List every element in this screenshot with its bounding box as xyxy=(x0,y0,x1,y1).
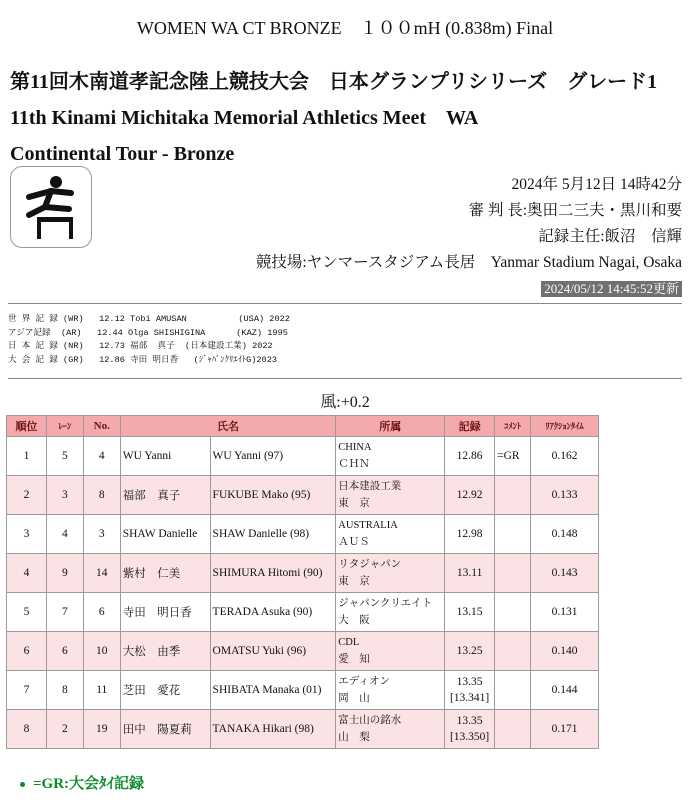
name-local-cell: WU Yanni xyxy=(120,437,210,476)
hurdles-pictogram-icon xyxy=(10,166,92,248)
reaction-time-cell: 0.133 xyxy=(531,476,599,515)
affiliation-name: エディオン xyxy=(338,676,390,687)
affiliation-name: AUSTRALIA xyxy=(338,520,398,531)
rank-cell: 6 xyxy=(7,632,47,671)
name-local-cell: 田中 陽夏莉 xyxy=(120,710,210,749)
comment-cell xyxy=(495,671,531,710)
name-en-cell: FUKUBE Mako (95) xyxy=(210,476,336,515)
rank-cell: 2 xyxy=(7,476,47,515)
reaction-time-cell: 0.144 xyxy=(531,671,599,710)
comment-cell xyxy=(495,476,531,515)
record-line-gr: 大 会 記 録 (GR) 12.86 寺田 明日香 (ｼﾞｬﾊﾟﾝｸﾘｴｲﾄG)2023 xyxy=(8,354,278,365)
affiliation-name: 富士山の銘水 xyxy=(338,715,402,726)
reaction-time-cell: 0.140 xyxy=(531,632,599,671)
lane-cell: 9 xyxy=(46,554,83,593)
table-row xyxy=(7,515,599,554)
mark-cell xyxy=(445,593,495,632)
number-cell: 14 xyxy=(83,554,120,593)
comment-cell xyxy=(495,593,531,632)
rank-cell: 1 xyxy=(7,437,47,476)
table-row xyxy=(7,710,599,749)
datetime: 2024年 5月12日 14時42分 xyxy=(511,176,682,193)
number-cell: 3 xyxy=(83,515,120,554)
affiliation-cell xyxy=(336,437,445,476)
bullet-icon xyxy=(20,782,25,787)
number-cell: 10 xyxy=(83,632,120,671)
affiliation-region: 岡 山 xyxy=(338,693,370,704)
meet-title-ja: 第11回木南道孝記念陸上競技大会 日本グランプリシリーズ グレード1 xyxy=(10,71,658,93)
name-en-cell: WU Yanni (97) xyxy=(210,437,336,476)
number-cell: 4 xyxy=(83,437,120,476)
mark-detail: [13.350] xyxy=(449,731,490,743)
reaction-time-cell: 0.171 xyxy=(531,710,599,749)
results-table xyxy=(6,415,599,749)
legend xyxy=(20,772,144,793)
affiliation-region: ＣＨＮ xyxy=(338,459,370,470)
meet-title-en-line1: 11th Kinami Michitaka Memorial Athletics Meet WA xyxy=(10,107,479,129)
referee: 審 判 長:奥田二三夫・黒川和要 xyxy=(468,202,682,219)
affiliation-name: CHINA xyxy=(338,442,372,453)
affiliation-region: ＡＵＳ xyxy=(338,537,370,548)
rank-cell: 8 xyxy=(7,710,47,749)
record-line-ar: アジア記録 (AR) 12.44 Olga SHISHIGINA (KAZ) 1995 xyxy=(8,327,288,338)
affiliation-cell xyxy=(336,593,445,632)
name-en-cell: TANAKA Hikari (98) xyxy=(210,710,336,749)
affiliation-cell xyxy=(336,554,445,593)
affiliation-name: ジャパンクリエイト xyxy=(338,598,433,609)
name-local-cell: SHAW Danielle xyxy=(120,515,210,554)
reaction-time-cell: 0.131 xyxy=(531,593,599,632)
name-local-cell: 福部 真子 xyxy=(120,476,210,515)
table-row xyxy=(7,671,599,710)
mark-value: 13.11 xyxy=(456,567,483,579)
records-block xyxy=(8,313,290,367)
mark-value: 12.92 xyxy=(456,489,483,501)
name-local-cell: 芝田 愛花 xyxy=(120,671,210,710)
number-cell: 11 xyxy=(83,671,120,710)
header-affiliation: 所属 xyxy=(336,416,445,437)
number-cell: 19 xyxy=(83,710,120,749)
record-line-wr: 世 界 記 録 (WR) 12.12 Tobi AMUSAN (USA) 2022 xyxy=(8,314,290,324)
name-en-cell: SHAW Danielle (98) xyxy=(210,515,336,554)
name-en-cell: SHIMURA Hitomi (90) xyxy=(210,554,336,593)
comment-cell xyxy=(495,554,531,593)
lane-cell: 6 xyxy=(46,632,83,671)
header-mark: 記録 xyxy=(445,416,495,437)
affiliation-name: 日本建設工業 xyxy=(338,481,402,492)
table-row xyxy=(7,476,599,515)
header-reaction: ﾘｱｸｼｮﾝﾀｲﾑ xyxy=(531,416,599,437)
meet-title xyxy=(10,64,685,172)
recorder: 記録主任:飯沼 信輝 xyxy=(538,228,682,245)
legend-text: =GR:大会ﾀｲ記録 xyxy=(33,776,145,792)
comment-cell xyxy=(495,515,531,554)
lane-cell: 4 xyxy=(46,515,83,554)
lane-cell: 2 xyxy=(46,710,83,749)
divider xyxy=(8,303,682,304)
name-en-cell: TERADA Asuka (90) xyxy=(210,593,336,632)
event-title: WOMEN WA CT BRONZE １００mH (0.838m) Final xyxy=(136,18,554,38)
mark-cell xyxy=(445,437,495,476)
affiliation-region: 大 阪 xyxy=(338,615,370,626)
wind-reading: 風:+0.2 xyxy=(320,394,370,411)
header-no: No. xyxy=(83,416,120,437)
mark-cell xyxy=(445,515,495,554)
table-header-row xyxy=(7,416,599,437)
updated-badge: 2024/05/12 14:45:52更新 xyxy=(541,281,682,297)
mark-cell xyxy=(445,476,495,515)
mark-detail: [13.341] xyxy=(449,692,490,704)
lane-cell: 3 xyxy=(46,476,83,515)
number-cell: 6 xyxy=(83,593,120,632)
comment-cell xyxy=(495,710,531,749)
meet-info xyxy=(256,172,682,302)
affiliation-cell xyxy=(336,671,445,710)
affiliation-cell xyxy=(336,632,445,671)
affiliation-region: 東 京 xyxy=(338,498,370,509)
mark-value: 12.86 xyxy=(456,450,483,462)
header-lane: ﾚｰﾝ xyxy=(46,416,83,437)
name-local-cell: 紫村 仁美 xyxy=(120,554,210,593)
table-row xyxy=(7,437,599,476)
name-local-cell: 大松 由季 xyxy=(120,632,210,671)
table-row xyxy=(7,593,599,632)
affiliation-cell xyxy=(336,476,445,515)
venue: 競技場:ヤンマースタジアム長居 Yanmar Stadium Nagai, Osaka xyxy=(255,254,682,271)
affiliation-region: 山 梨 xyxy=(338,732,370,743)
comment-cell xyxy=(495,632,531,671)
mark-cell xyxy=(445,554,495,593)
meet-title-en-line2: Continental Tour - Bronze xyxy=(10,143,235,165)
mark-cell xyxy=(445,671,495,710)
mark-value: 12.98 xyxy=(456,528,483,540)
divider xyxy=(8,378,682,379)
lane-cell: 5 xyxy=(46,437,83,476)
name-local-cell: 寺田 明日香 xyxy=(120,593,210,632)
reaction-time-cell: 0.162 xyxy=(531,437,599,476)
lane-cell: 8 xyxy=(46,671,83,710)
record-line-nr: 日 本 記 録 (NR) 12.73 福部 真子 (日本建設工業) 2022 xyxy=(8,341,273,351)
rank-cell: 3 xyxy=(7,515,47,554)
rank-cell: 7 xyxy=(7,671,47,710)
lane-cell: 7 xyxy=(46,593,83,632)
affiliation-cell xyxy=(336,515,445,554)
name-en-cell: SHIBATA Manaka (01) xyxy=(210,671,336,710)
comment-cell: =GR xyxy=(495,437,531,476)
reaction-time-cell: 0.143 xyxy=(531,554,599,593)
affiliation-name: リタジャパン xyxy=(338,559,402,570)
affiliation-name: CDL xyxy=(338,637,360,648)
mark-cell xyxy=(445,632,495,671)
rank-cell: 5 xyxy=(7,593,47,632)
affiliation-region: 東 京 xyxy=(338,576,370,587)
header-name: 氏名 xyxy=(120,416,336,437)
mark-value: 13.25 xyxy=(456,645,483,657)
rank-cell: 4 xyxy=(7,554,47,593)
mark-value: 13.15 xyxy=(456,606,483,618)
reaction-time-cell: 0.148 xyxy=(531,515,599,554)
mark-value: 13.35 xyxy=(456,676,483,688)
header-comment: ｺﾒﾝﾄ xyxy=(495,416,531,437)
mark-value: 13.35 xyxy=(456,715,483,727)
number-cell: 8 xyxy=(83,476,120,515)
mark-cell xyxy=(445,710,495,749)
name-en-cell: OMATSU Yuki (96) xyxy=(210,632,336,671)
header-rank: 順位 xyxy=(7,416,47,437)
affiliation-cell xyxy=(336,710,445,749)
affiliation-region: 愛 知 xyxy=(338,654,370,665)
table-row xyxy=(7,554,599,593)
table-row xyxy=(7,632,599,671)
